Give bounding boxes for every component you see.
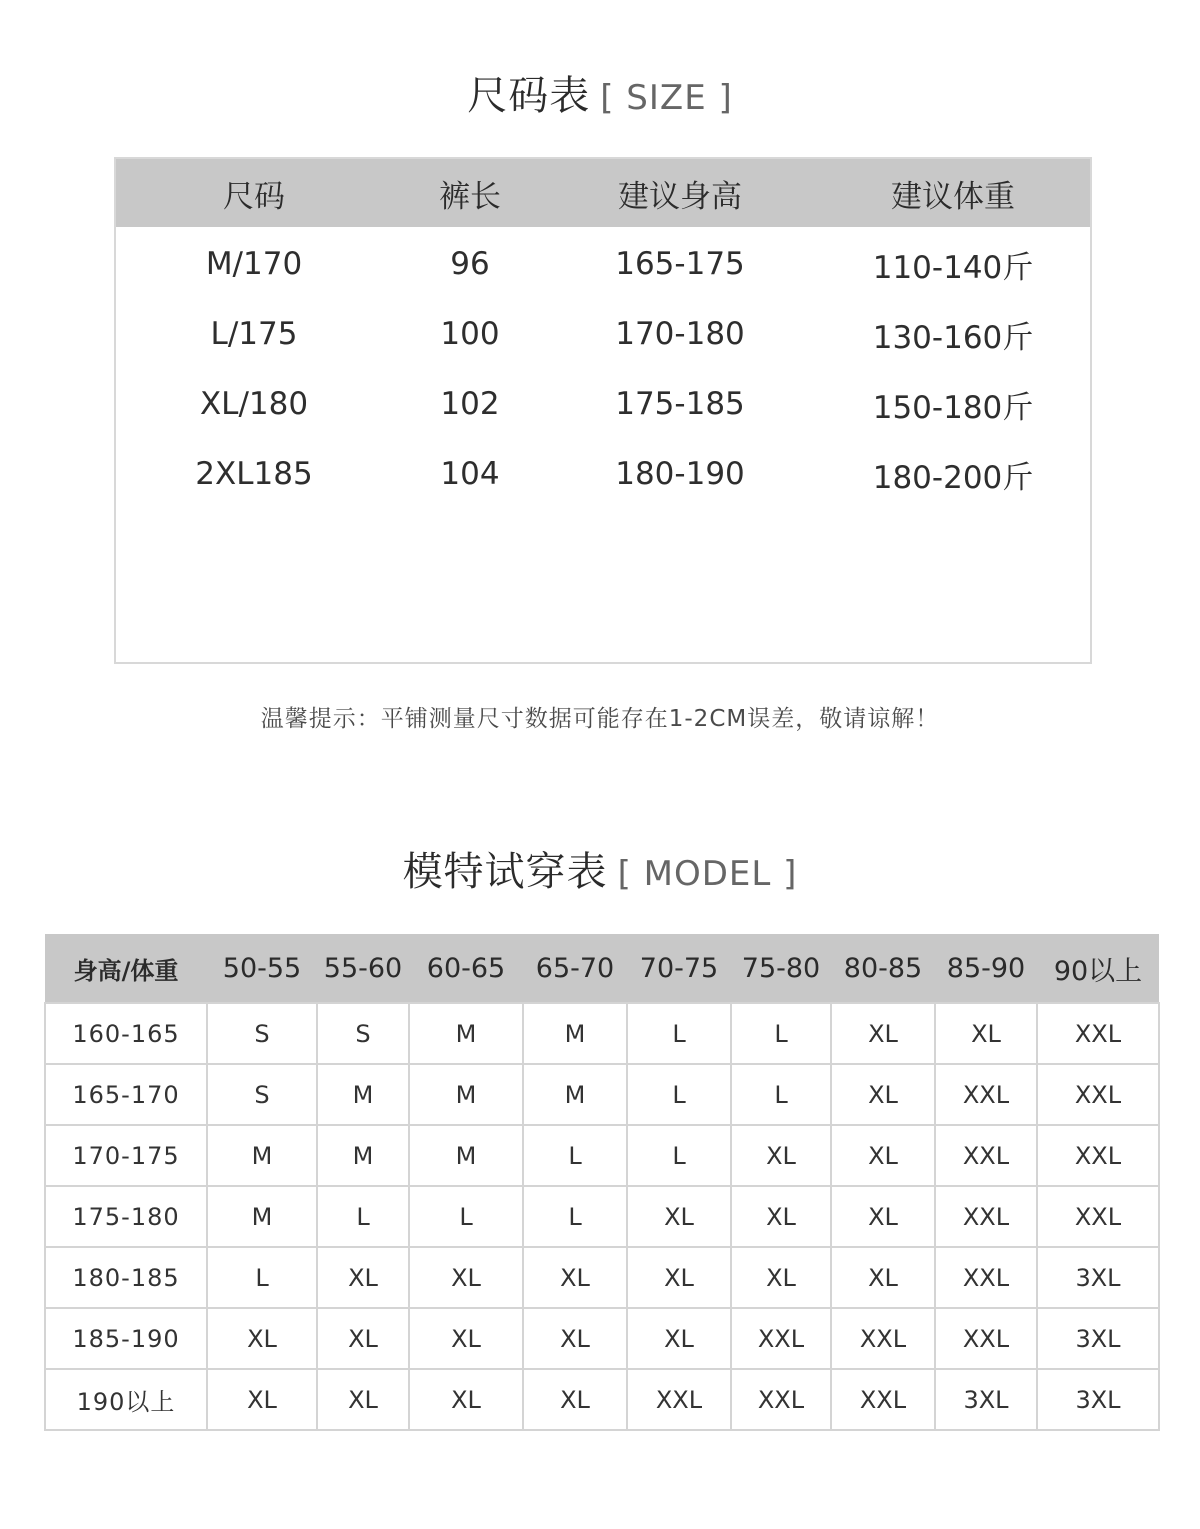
size-recommendation-cell: XL	[831, 1003, 935, 1064]
weight-column-header: 85-90	[935, 934, 1037, 1003]
size-recommendation-cell: XL	[207, 1308, 317, 1369]
size-recommendation-cell: M	[523, 1003, 627, 1064]
weight-column-header: 65-70	[523, 934, 627, 1003]
size-recommendation-cell: 3XL	[1037, 1369, 1159, 1430]
height-cell: 175-185	[615, 386, 745, 422]
length-cell: 100	[440, 316, 500, 352]
size-recommendation-cell: M	[523, 1064, 627, 1125]
model-chart-title	[0, 840, 1200, 897]
height-cell: 180-190	[615, 456, 745, 492]
size-recommendation-cell: L	[627, 1003, 731, 1064]
size-recommendation-cell: M	[409, 1003, 523, 1064]
height-row-label: 175-180	[45, 1186, 207, 1247]
model-table-header	[45, 934, 1159, 1003]
height-cell: 165-175	[615, 246, 745, 282]
size-recommendation-cell: XL	[831, 1186, 935, 1247]
size-chart-subtitle: [ SIZE ]	[600, 78, 733, 118]
size-recommendation-cell: S	[207, 1064, 317, 1125]
size-table	[114, 157, 1092, 664]
size-recommendation-cell: XXL	[1037, 1003, 1159, 1064]
size-recommendation-cell: XL	[409, 1369, 523, 1430]
size-cell: XL/180	[199, 386, 309, 422]
size-recommendation-cell: M	[317, 1125, 409, 1186]
height-row-label: 190以上	[45, 1369, 207, 1430]
table-row	[116, 229, 1090, 299]
table-row	[45, 1247, 1159, 1308]
table-row	[116, 299, 1090, 369]
model-chart-title-text: 模特试穿表	[402, 849, 608, 895]
size-recommendation-cell: XL	[409, 1247, 523, 1308]
size-table-header	[116, 159, 1090, 227]
size-recommendation-cell: L	[409, 1186, 523, 1247]
size-recommendation-cell: XL	[935, 1003, 1037, 1064]
size-recommendation-cell: XL	[523, 1369, 627, 1430]
size-recommendation-cell: XL	[207, 1369, 317, 1430]
model-chart-subtitle: [ MODEL ]	[617, 854, 798, 894]
size-recommendation-cell: XXL	[935, 1186, 1037, 1247]
size-recommendation-cell: L	[523, 1186, 627, 1247]
length-cell: 104	[440, 456, 500, 492]
size-recommendation-cell: XL	[831, 1125, 935, 1186]
size-cell: L/175	[210, 316, 298, 352]
size-recommendation-cell: XL	[409, 1308, 523, 1369]
height-cell: 170-180	[615, 316, 745, 352]
height-row-label: 170-175	[45, 1125, 207, 1186]
weight-column-header: 90以上	[1037, 934, 1159, 1003]
size-recommendation-cell: XXL	[1037, 1186, 1159, 1247]
model-table	[44, 934, 1160, 1431]
size-recommendation-cell: XXL	[935, 1064, 1037, 1125]
size-recommendation-cell: XL	[317, 1247, 409, 1308]
size-header-length: 裤长	[439, 178, 501, 215]
length-cell: 102	[440, 386, 500, 422]
size-recommendation-cell: 3XL	[1037, 1308, 1159, 1369]
size-recommendation-cell: XL	[627, 1308, 731, 1369]
size-recommendation-cell: XXL	[731, 1369, 831, 1430]
size-recommendation-cell: L	[731, 1003, 831, 1064]
measurement-tip: 温馨提示：平铺测量尺寸数据可能存在1-2CM误差，敬请谅解！	[260, 706, 940, 732]
size-recommendation-cell: XL	[731, 1186, 831, 1247]
size-recommendation-cell: XL	[523, 1247, 627, 1308]
size-cell: M/170	[205, 246, 303, 282]
size-recommendation-cell: XL	[831, 1064, 935, 1125]
table-row	[116, 369, 1090, 439]
weight-column-header: 55-60	[317, 934, 409, 1003]
height-row-label: 160-165	[45, 1003, 207, 1064]
size-recommendation-cell: L	[627, 1064, 731, 1125]
weight-column-header: 60-65	[409, 934, 523, 1003]
weight-column-header: 80-85	[831, 934, 935, 1003]
size-recommendation-cell: XXL	[935, 1247, 1037, 1308]
size-recommendation-cell: XL	[317, 1369, 409, 1430]
size-recommendation-cell: M	[409, 1125, 523, 1186]
size-recommendation-cell: M	[409, 1064, 523, 1125]
size-recommendation-cell: 3XL	[1037, 1247, 1159, 1308]
size-header-size: 尺码	[223, 178, 285, 215]
size-recommendation-cell: XXL	[935, 1125, 1037, 1186]
weight-cell: 110-140斤	[872, 249, 1034, 286]
size-recommendation-cell: XL	[731, 1125, 831, 1186]
size-recommendation-cell: XL	[317, 1308, 409, 1369]
size-recommendation-cell: 3XL	[935, 1369, 1037, 1430]
height-weight-corner: 身高/体重	[45, 934, 207, 1003]
table-row	[45, 1186, 1159, 1247]
height-row-label: 165-170	[45, 1064, 207, 1125]
size-recommendation-cell: L	[317, 1186, 409, 1247]
length-cell: 96	[450, 246, 490, 282]
size-recommendation-cell: XXL	[1037, 1125, 1159, 1186]
size-recommendation-cell: XXL	[1037, 1064, 1159, 1125]
size-chart-title	[0, 64, 1200, 121]
size-recommendation-cell: XL	[627, 1186, 731, 1247]
weight-column-header: 50-55	[207, 934, 317, 1003]
size-recommendation-cell: L	[731, 1064, 831, 1125]
size-recommendation-cell: XXL	[831, 1308, 935, 1369]
size-recommendation-cell: M	[207, 1186, 317, 1247]
table-row	[45, 1003, 1159, 1064]
size-recommendation-cell: S	[207, 1003, 317, 1064]
table-row	[45, 1308, 1159, 1369]
size-recommendation-cell: M	[317, 1064, 409, 1125]
size-recommendation-cell: L	[627, 1125, 731, 1186]
size-recommendation-cell: XXL	[731, 1308, 831, 1369]
size-header-height: 建议身高	[618, 178, 742, 215]
table-row	[45, 1064, 1159, 1125]
size-cell: 2XL185	[195, 456, 313, 492]
size-recommendation-cell: XL	[523, 1308, 627, 1369]
size-recommendation-cell: M	[207, 1125, 317, 1186]
size-recommendation-cell: XXL	[831, 1369, 935, 1430]
table-row	[116, 439, 1090, 509]
size-recommendation-cell: XL	[627, 1247, 731, 1308]
height-row-label: 185-190	[45, 1308, 207, 1369]
table-row	[45, 1125, 1159, 1186]
weight-column-header: 75-80	[731, 934, 831, 1003]
size-recommendation-cell: L	[207, 1247, 317, 1308]
size-chart-title-text: 尺码表	[467, 73, 591, 119]
height-row-label: 180-185	[45, 1247, 207, 1308]
size-header-weight: 建议体重	[891, 178, 1015, 215]
size-recommendation-cell: XXL	[935, 1308, 1037, 1369]
weight-cell: 130-160斤	[872, 319, 1034, 356]
weight-cell: 180-200斤	[872, 459, 1034, 496]
size-recommendation-cell: XXL	[627, 1369, 731, 1430]
table-row	[45, 1369, 1159, 1430]
size-recommendation-cell: L	[523, 1125, 627, 1186]
size-recommendation-cell: XL	[831, 1247, 935, 1308]
weight-column-header: 70-75	[627, 934, 731, 1003]
size-recommendation-cell: S	[317, 1003, 409, 1064]
weight-cell: 150-180斤	[872, 389, 1034, 426]
size-recommendation-cell: XL	[731, 1247, 831, 1308]
